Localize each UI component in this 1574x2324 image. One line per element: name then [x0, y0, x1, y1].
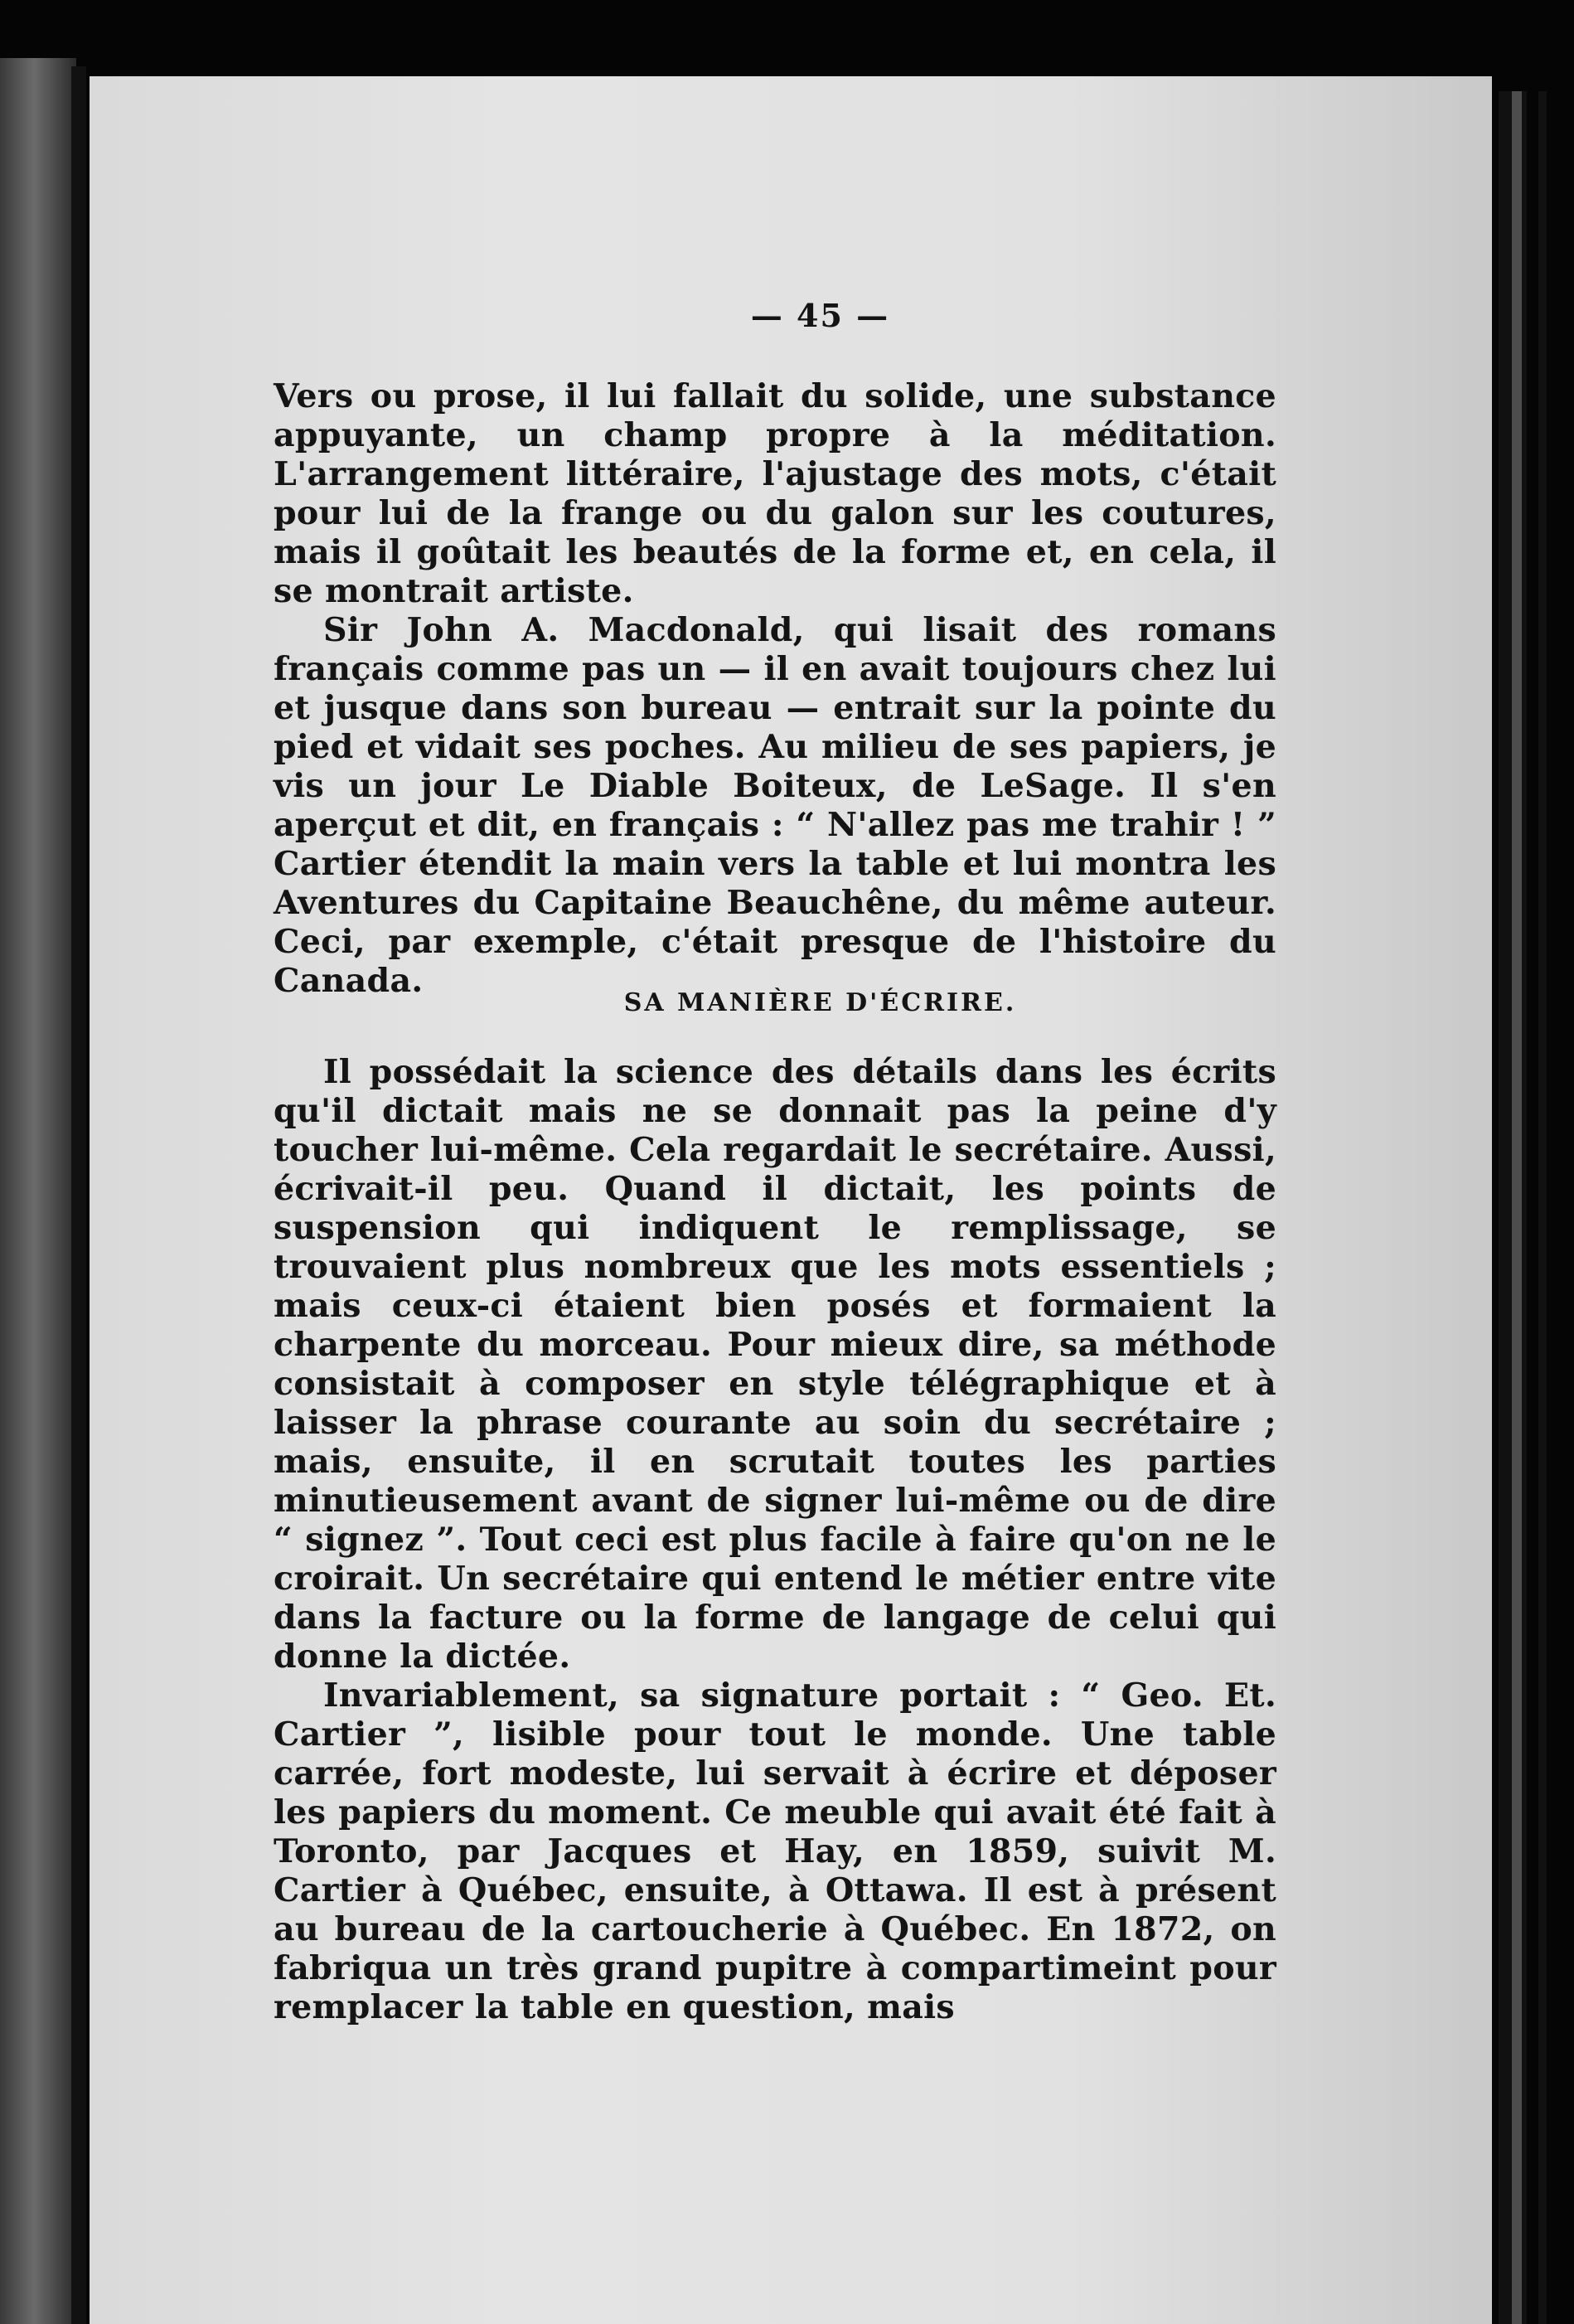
paragraph: Vers ou prose, il lui fallait du solide, une substance appuyante, un champ propre à la méditation. L'arrangement littéraire, l'ajustage des mots, c'était pour lui de la frange ou du galon sur les coutures, mais il goûtait les beautés de la forme et, en cela, il se montrait artiste. — [274, 377, 1276, 610]
page-number: — 45 — — [750, 297, 890, 334]
facing-page-edge — [0, 58, 76, 2324]
text-block-top — [274, 377, 1276, 1001]
gutter-shadow — [71, 66, 86, 2324]
page-edge-rule — [1538, 91, 1547, 2324]
paragraph: Sir John A. Macdonald, qui lisait des romans français comme pas un — il en avait toujours chez lui et jusque dans son bureau — entrait sur la pointe du pied et vidait ses poches. Au milieu de ses papiers, je vis un jour Le Diable Boiteux, de LeSage. Il s'en aperçut et dit, en français : “ N'allez pas me trahir ! ” Cartier étendit la main vers la table et lui montra les Aventures du Capitaine Beauchêne, du même auteur. Ceci, par exemple, c'était presque de l'histoire du Canada. — [274, 611, 1276, 1000]
paragraph: Il possédait la science des détails dans les écrits qu'il dictait mais ne se donnait pas la peine d'y toucher lui-même. Cela regardait le secrétaire. Aussi, écrivait-il peu. Quand il dictait, les points de suspension qui indiquent le remplissage, se trouvaient plus nombreux que les mots essentiels ; mais ceux-ci étaient bien posés et formaient la charpente du morceau. Pour mieux dire, sa méthode consistait à composer en style télégraphique et à laisser la phrase courante au soin du secrétaire ; mais, ensuite, il en scrutait toutes les parties minutieusement avant de signer lui-même ou de dire “ signez ”. Tout ceci est plus facile à faire qu'on ne le croirait. Un secrétaire qui entend le métier entre vite dans la facture ou la forme de langage de celui qui donne la dictée. — [274, 1053, 1276, 1676]
page-edge-rule — [1499, 91, 1512, 2324]
page-edge-gap — [1512, 91, 1522, 2324]
paragraph: Invariablement, sa signature portait : “ Geo. Et. Cartier ”, lisible pour tout le monde. Une table carrée, fort modeste, lui servait à écrire et déposer les papiers du moment. Ce meuble qui avait été fait à Toronto, par Jacques et Hay, en 1859, suivit M. Cartier à Québec, ensuite, à Ottawa. Il est à présent au bureau de la cartoucherie à Québec. En 1872, on fabriqua un très grand pupitre à compartimeint pour remplacer la table en question, mais — [274, 1676, 1276, 2026]
text-block-bottom — [274, 1053, 1276, 2027]
page-edge-rule — [1522, 91, 1527, 2324]
section-heading: SA MANIÈRE D'ÉCRIRE. — [623, 988, 1017, 1017]
